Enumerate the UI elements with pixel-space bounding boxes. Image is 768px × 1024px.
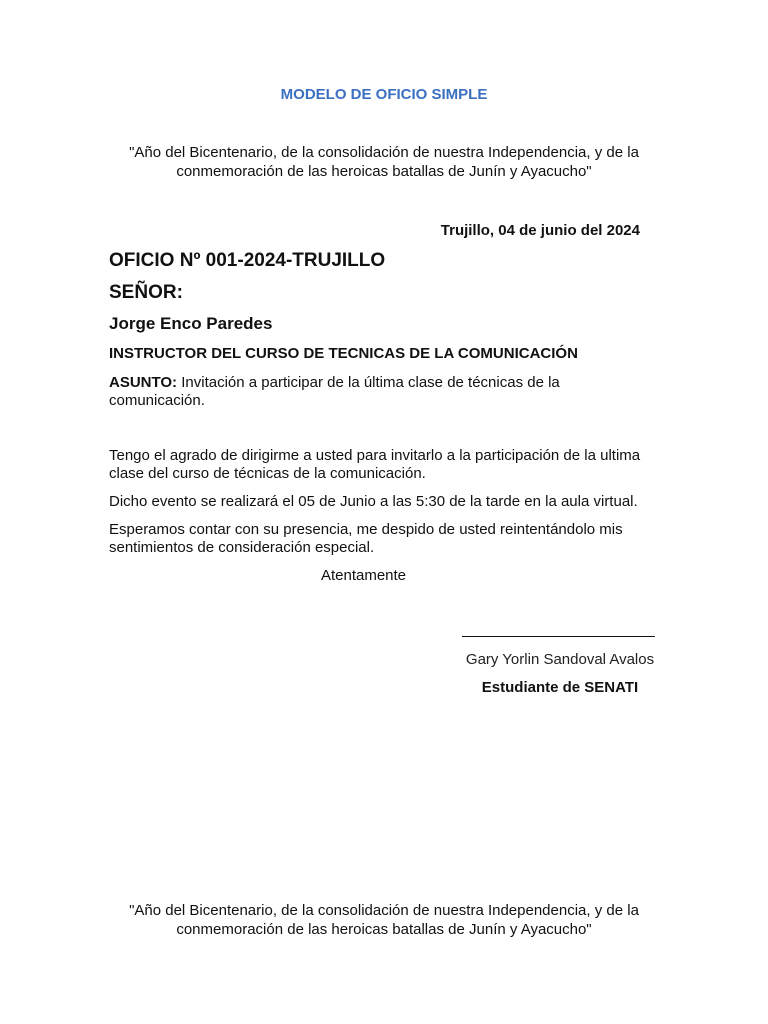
signer-name: Gary Yorlin Sandoval Avalos: [465, 651, 655, 668]
date-line: Trujillo, 04 de junio del 2024: [440, 222, 640, 239]
signature-line: [462, 636, 655, 637]
closing: Atentamente: [320, 567, 407, 584]
body-paragraph: Dicho evento se realizará el 05 de Junio a las 5:30 de la tarde en la aula virtual.: [109, 493, 638, 510]
subject: [109, 374, 629, 410]
header-motto: "Año del Bicentenario, de la consolidación de nuestra Independencia, y de la conmemoración de las heroicas batallas de Junín y Ayacucho": [129, 144, 639, 180]
body-paragraph: Tengo el agrado de dirigirme a usted para invitarlo a la participación de la ultima clase del curso de técnicas de la comunicación.: [109, 447, 641, 482]
oficio-number: OFICIO Nº 001-2024-TRUJILLO: [109, 250, 386, 271]
subject-label: ASUNTO:: [109, 374, 178, 391]
body-paragraph: Esperamos contar con su presencia, me despido de usted reintentándolo mis sentimientos de consideración especial.: [109, 521, 623, 556]
recipient-position: INSTRUCTOR DEL CURSO DE TECNICAS DE LA COMUNICACIÓN: [109, 345, 578, 362]
salutation: SEÑOR:: [109, 282, 183, 303]
signer-role: Estudiante de SENATI: [481, 679, 639, 696]
footer-motto: "Año del Bicentenario, de la consolidación de nuestra Independencia, y de la conmemoración de las heroicas batallas de Junín y Ayacucho": [129, 902, 639, 938]
subject-text: Invitación a participar de la última clase de técnicas de la comunicación.: [109, 374, 560, 409]
document-title: MODELO DE OFICIO SIMPLE: [280, 86, 488, 103]
recipient-name: Jorge Enco Paredes: [109, 314, 273, 333]
